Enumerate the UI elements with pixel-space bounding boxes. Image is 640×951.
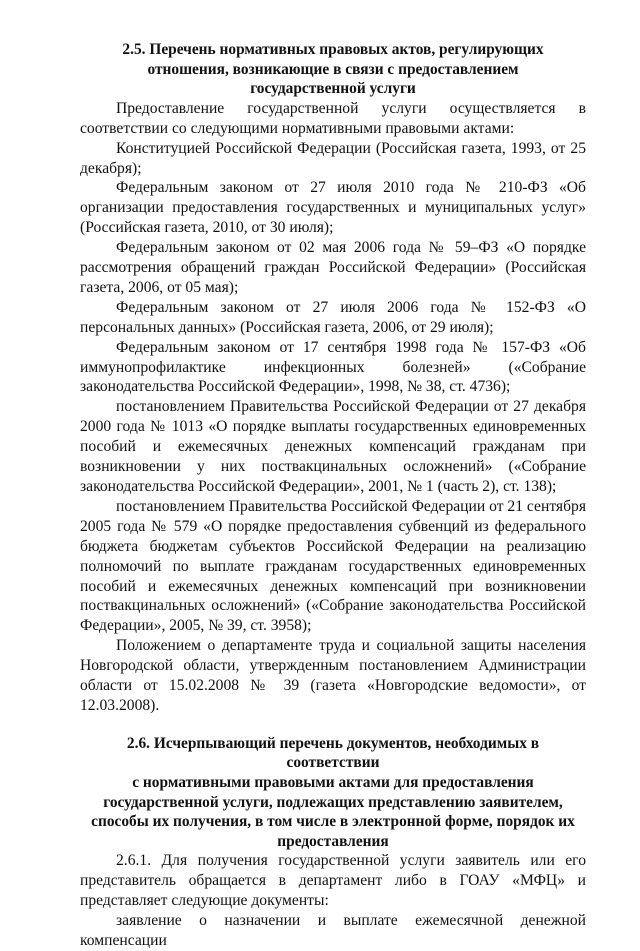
section-2-5-body [80,99,586,716]
heading-line: государственной услуги [250,80,416,98]
paragraph: Федеральным законом от 27 июля 2010 года № 210-ФЗ «Об организации предоставления государственных и муниципальных услуг» (Российская газета, 2010, от 30 июля); [80,179,586,237]
paragraph: Федеральным законом от 02 мая 2006 года № 59–ФЗ «О порядке рассмотрения обращений граждан Российской Федерации» (Российская газета, 2006, от 05 мая); [80,239,586,296]
paragraph: Федеральным законом от 27 июля 2006 года № 152-ФЗ «О персональных данных» (Российская газета, 2006, от 29 июля); [80,298,586,336]
paragraph: Предоставление государственной услуги осуществляется в соответствии со следующими нормативными правовыми актами: [80,99,586,137]
paragraph: Федеральным законом от 17 сентября 1998 года № 157-ФЗ «Об иммунопрофилактике инфекционных болезней» («Собрание законодательства Российской Федерации», 1998, № 38, ст. 4736); [80,338,586,396]
section-2-5-heading [80,40,586,99]
paragraph: постановлением Правительства Российской Федерации от 21 сентября 2005 года № 579 «О порядке предоставления субвенций из федерального бюджета бюджетам субъектов Российской Федерации на реализацию полномочий по выплате гражданам государственных единовременных пособий и ежемесячных денежных компенсаций при возникновении поствакцинальных осложнений» («Собрание законодательства Российской Федерации», 2005, № 39, ст. 3958); [80,497,586,635]
paragraph: заявление о назначении и выплате ежемесячной денежной компенсации [80,912,586,950]
paragraph: 2.6.1. Для получения государственной услуги заявитель или его представитель обращается в департамент либо в ГОАУ «МФЦ» и представляет следующие документы: [80,852,586,910]
section-2-6-body [80,851,586,951]
heading-line: предоставления [277,832,389,850]
paragraph: Положением о департаменте труда и социальной защиты населения Новгородской области, утвержденным постановлением Администрации области от 15.02.2008 № 39 (газета «Новгородские ведомости», от 12.03.2008). [80,637,586,714]
heading-line: 2.5. Перечень нормативных правовых актов, регулирующих [122,41,544,58]
heading-line: с нормативными правовыми актами для предоставления [132,774,534,792]
heading-line: государственной услуги, подлежащих представлению заявителем, [103,793,563,811]
paragraph: Конституцией Российской Федерации (Российская газета, 1993, от 25 декабря); [80,139,586,177]
heading-line: 2.6. Исчерпывающий перечень документов, необходимых в соответствии [126,734,540,772]
document-page [80,40,586,951]
paragraph: постановлением Правительства Российской Федерации от 27 декабря 2000 года № 1013 «О порядке выплаты государственных единовременных пособий и ежемесячных денежных компенсаций гражданам при возникновении у них поствакцинальных осложнений» («Собрание законодательства Российской Федерации», 2001, № 1 (часть 2), ст. 138); [80,398,586,495]
heading-line: способы их получения, в том числе в электронной форме, порядок их [91,813,575,831]
heading-line: отношения, возникающие в связи с предоставлением [147,60,519,78]
section-2-6-heading [80,734,586,852]
